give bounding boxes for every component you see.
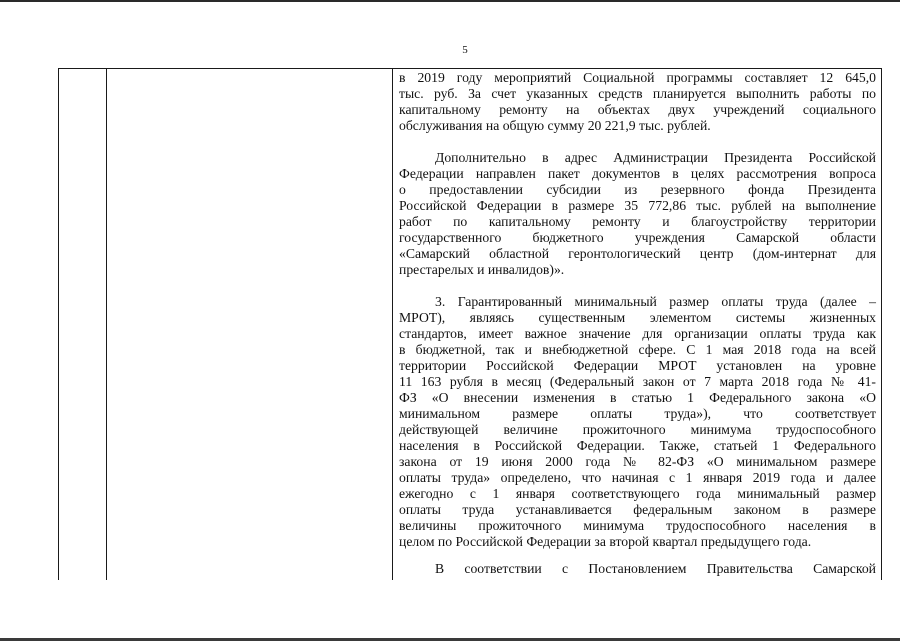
text-line: стандартов, имеет важное значение для организации оплаты труда как [399, 326, 876, 341]
text-line: МРОТ), являясь существенным элементом системы жизненных [399, 310, 876, 325]
text-line: закона от 19 июня 2000 года № 82-ФЗ «О минимальном размере [399, 454, 876, 469]
text-line: в 2019 году мероприятий Социальной программы составляет 12 645,0 [399, 70, 876, 85]
table-column-border-1 [58, 68, 59, 580]
text-line: 11 163 рубля в месяц (Федеральный закон от 7 марта 2018 года № 41- [399, 374, 876, 389]
text-line: престарелых и инвалидов)». [399, 262, 565, 277]
table-column-border-2 [106, 68, 107, 580]
text-line: капитальному ремонту на объектах двух учреждений социального [399, 102, 876, 117]
text-line: населения в Российской Федерации. Также, статьей 1 Федерального [399, 438, 876, 453]
text-line: ФЗ «О внесении изменения в статью 1 Федерального закона «О [399, 390, 876, 405]
text-line: Российской Федерации в размере 35 772,86 тыс. рублей на выполнение [399, 198, 876, 213]
paragraph-reserve-fund [399, 150, 876, 278]
text-line: 3. Гарантированный минимальный размер оплаты труда (далее – [435, 294, 876, 309]
paragraph-government-resolution [399, 561, 876, 577]
text-line: обслуживания на общую сумму 20 221,9 тыс. рублей. [399, 118, 711, 133]
text-line: Федерации направлен пакет документов в целях рассмотрения вопроса [399, 166, 876, 181]
text-line: В соответствии с Постановлением Правительства Самарской [435, 561, 876, 576]
text-line: государственного бюджетного учреждения Самарской области [399, 230, 876, 245]
text-line: Дополнительно в адрес Администрации Президента Российской [435, 150, 876, 165]
page-number: 5 [462, 44, 468, 56]
paragraph-social-program [399, 70, 876, 134]
text-line: в бюджетной, так и внебюджетной сфере. С 1 мая 2018 года на всей [399, 342, 876, 357]
text-line: оплаты труда» определено, что начиная с 1 января 2019 года и далее [399, 470, 876, 485]
text-line: минимальном размере оплаты труда»), что соответствует [399, 406, 876, 421]
table-column-border-4 [881, 68, 882, 580]
text-line: ежегодно с 1 января соответствующего года минимальный размер [399, 486, 876, 501]
text-line: «Самарский областной геронтологический центр (дом-интернат для [399, 246, 876, 261]
text-line: целом по Российской Федерации за второй квартал предыдущего года. [399, 534, 812, 549]
text-line: тыс. руб. За счет указанных средств планируется выполнить работы по [399, 86, 876, 101]
table-column-border-3 [392, 68, 393, 580]
text-line: величины прожиточного минимума трудоспособного населения в [399, 518, 876, 533]
text-line: территории Российской Федерации МРОТ установлен на уровне [399, 358, 876, 373]
text-line: оплаты труда устанавливается федеральным законом в размере [399, 502, 876, 517]
text-line: работ по капитальному ремонту и благоустройству территории [399, 214, 876, 229]
text-line: действующей величине прожиточного минимума трудоспособного [399, 422, 876, 437]
text-line: о предоставлении субсидии из резервного фонда Президента [399, 182, 876, 197]
table-top-border [58, 68, 882, 69]
scan-edge-top [0, 0, 900, 2]
paragraph-minimum-wage [399, 294, 876, 550]
